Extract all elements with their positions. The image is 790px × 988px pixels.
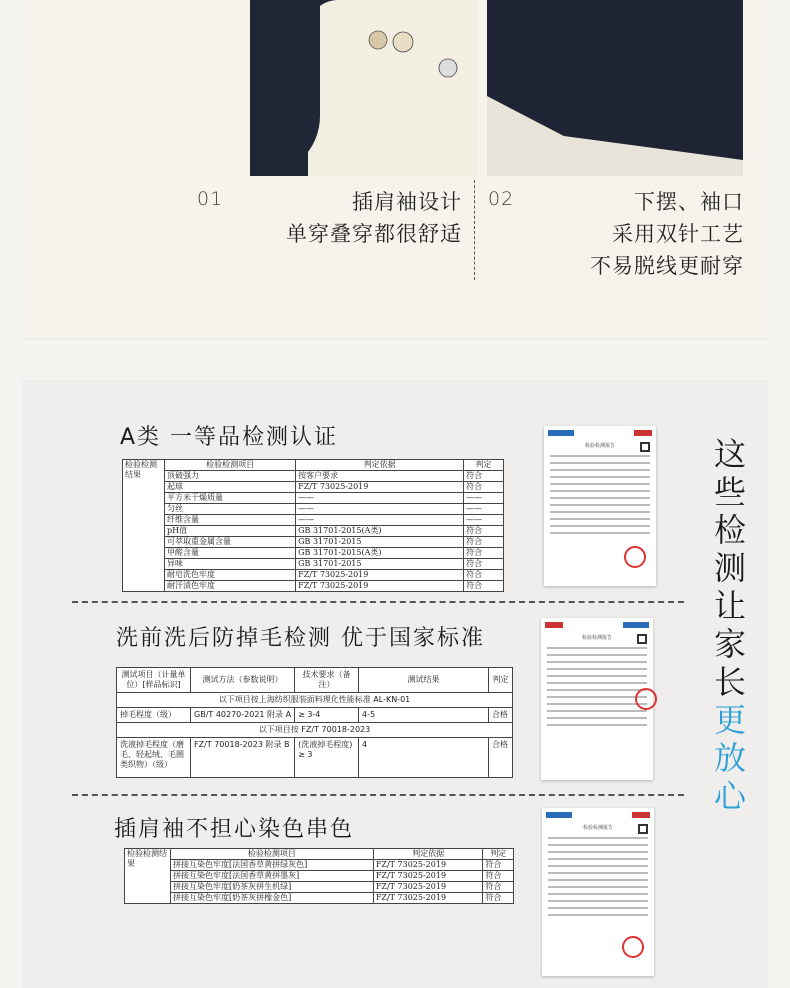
slogan-char-highlight: 放: [713, 739, 746, 777]
cell: GB 31701-2015: [296, 559, 464, 570]
cell: ——: [464, 493, 504, 504]
cell: 顶破强力: [165, 471, 296, 482]
cell: GB 31701-2015(A类): [296, 526, 464, 537]
section-title: 洗前洗后防掉毛检测 优于国家标准: [116, 626, 485, 651]
table-header: 技术要求（备注）: [295, 668, 359, 693]
cell: ——: [296, 493, 464, 504]
cell: 合格: [489, 738, 513, 778]
cell: FZ/T 73025-2019: [296, 482, 464, 493]
slogan-char: 这: [713, 435, 746, 473]
table-row: [123, 504, 504, 515]
cell: 符合: [464, 570, 504, 581]
slogan-char-highlight: 更: [713, 701, 746, 739]
table-row: [123, 570, 504, 581]
report-logo-icon: [545, 622, 563, 628]
cell: 起球: [165, 482, 296, 493]
feature-line: 插肩袖设计: [352, 190, 462, 214]
cell: pH值: [165, 526, 296, 537]
test-report-thumbnail: [542, 808, 654, 976]
cell: 符合: [464, 559, 504, 570]
cell: 异味: [165, 559, 296, 570]
cma-logo-icon: [634, 430, 652, 436]
cell: GB 31701-2015: [296, 537, 464, 548]
slogan-char: 检: [713, 511, 746, 549]
slogan-char: 测: [713, 549, 746, 587]
cell: FZ/T 73025-2019: [373, 860, 483, 871]
cell: 符合: [483, 860, 514, 871]
table-row: [125, 893, 514, 904]
cell: 可萃取重金属含量: [165, 537, 296, 548]
cell: ——: [464, 504, 504, 515]
cell: GB 31701-2015(A类): [296, 548, 464, 559]
cell: 符合: [464, 548, 504, 559]
side-slogan: [712, 435, 748, 815]
table-header: 判定依据: [373, 849, 483, 860]
test-report-thumbnail: [544, 426, 656, 586]
shirt-body: [308, 0, 478, 176]
table-row: [123, 471, 504, 482]
section-divider: [72, 601, 684, 603]
table-row: [125, 860, 514, 871]
report-logo-icon: [546, 812, 572, 818]
cell: 纤维含量: [165, 515, 296, 526]
hem-cuff-photo: [487, 0, 743, 176]
cell: 平方米干燥质量: [165, 493, 296, 504]
cell: 符合: [483, 893, 514, 904]
cell: 拼接互染色牢度[法国香草黄拼墨灰]: [171, 871, 374, 882]
official-stamp-icon: [624, 546, 646, 568]
color-fastness-table: [124, 848, 514, 904]
table-row: [125, 871, 514, 882]
table-row: [123, 482, 504, 493]
table-header: 判定: [464, 460, 504, 471]
section-divider: [72, 794, 684, 796]
cell: FZ/T 73025-2019: [373, 882, 483, 893]
table-label: 检验检测结果: [123, 460, 165, 592]
table-header: 测试方法（参数说明）: [191, 668, 295, 693]
cell: 洗液掉毛程度（磨毛、轻起绒、毛圈类织物）（级）: [117, 738, 191, 778]
feature-line: 采用双针工艺: [612, 222, 744, 246]
cell: 掉毛程度（级）: [117, 708, 191, 723]
cell: 甲醛含量: [165, 548, 296, 559]
cell: 4: [359, 738, 489, 778]
table-row: [123, 493, 504, 504]
feature-section: [22, 0, 768, 338]
cell: 符合: [483, 871, 514, 882]
table-note: 以下项目按上海纺织服装面料理化性能标准 AL-KN-01: [117, 693, 513, 708]
feature-number: 01: [197, 188, 224, 210]
table-label: 检验检测结果: [125, 849, 171, 904]
cell: FZ/T 70018-2023 附录 B: [191, 738, 295, 778]
cell: 符合: [483, 882, 514, 893]
cell: ——: [296, 515, 464, 526]
report-title: 检验检测报告: [582, 825, 613, 831]
feature-text: [242, 186, 462, 250]
navy-sleeve: [250, 0, 320, 176]
table-header: 判定: [489, 668, 513, 693]
qr-code-icon: [637, 634, 647, 644]
cell: 耐皂洗色牢度: [165, 570, 296, 581]
cell: 符合: [464, 581, 504, 592]
table-row: [117, 708, 513, 723]
feature-line: 单穿叠穿都很舒适: [286, 222, 462, 246]
table-row: [123, 537, 504, 548]
cell: 符合: [464, 471, 504, 482]
cnas-logo-icon: [623, 622, 649, 628]
table-row: [123, 581, 504, 592]
navy-hem: [487, 0, 743, 160]
table-header: 测试结果: [359, 668, 489, 693]
slogan-char: 长: [713, 663, 746, 701]
table-row: [117, 738, 513, 778]
table-header: 判定依据: [296, 460, 464, 471]
test-report-thumbnail: [541, 618, 653, 780]
cell: 耐汗渍色牢度: [165, 581, 296, 592]
feature-text: [522, 186, 744, 282]
cell: 合格: [489, 708, 513, 723]
qr-code-icon: [638, 824, 648, 834]
cell: 拼接互染色牢度[法国香草黄拼绿灰色]: [171, 860, 374, 871]
feature-line: 不易脱线更耐穿: [590, 254, 744, 278]
cell: 拼接互染色牢度[奶茶灰拼生机绿]: [171, 882, 374, 893]
slogan-char: 些: [713, 473, 746, 511]
table-row: [123, 548, 504, 559]
report-title: 检验检测报告: [584, 443, 615, 449]
cell: 4-5: [359, 708, 489, 723]
section-title: 插肩袖不担心染色串色: [114, 817, 355, 842]
slogan-char: 让: [713, 587, 746, 625]
cell: FZ/T 73025-2019: [373, 893, 483, 904]
table-header: 判定: [483, 849, 514, 860]
inspection-table-1: [122, 459, 504, 592]
table-row: [123, 515, 504, 526]
table-header: 检验检测项目: [171, 849, 374, 860]
table-row: [125, 882, 514, 893]
pilling-test-table: [116, 667, 513, 778]
report-logo-icon: [548, 430, 574, 436]
official-stamp-icon: [622, 936, 644, 958]
cell: 符合: [464, 482, 504, 493]
raglan-sleeve-photo: [250, 0, 478, 176]
bird-print-icon: [348, 20, 478, 120]
cell: 按客户要求: [296, 471, 464, 482]
cell: 匀丝: [165, 504, 296, 515]
cell: FZ/T 73025-2019: [296, 570, 464, 581]
cell: (洗液掉毛程度) ≥ 3: [295, 738, 359, 778]
cell: ≥ 3-4: [295, 708, 359, 723]
cell: ——: [464, 515, 504, 526]
table-header: 测试项目（计量单位）[样品标识]: [117, 668, 191, 693]
table-row: [123, 526, 504, 537]
slogan-char-highlight: 心: [713, 777, 746, 815]
cell: GB/T 40270-2021 附录 A: [191, 708, 295, 723]
feature-number: 02: [488, 188, 515, 210]
feature-divider: [474, 180, 475, 280]
cma-logo-icon: [632, 812, 650, 818]
cell: FZ/T 73025-2019: [296, 581, 464, 592]
cell: 拼接互染色牢度[奶茶灰拼橡金色]: [171, 893, 374, 904]
table-row: [123, 559, 504, 570]
qr-code-icon: [640, 442, 650, 452]
cell: ——: [296, 504, 464, 515]
table-header: 检验检测项目: [165, 460, 296, 471]
table-note: 以下项目按 FZ/T 70018-2023: [117, 723, 513, 738]
report-title: 检验检测报告: [581, 635, 612, 641]
official-stamp-icon: [635, 688, 657, 710]
feature-line: 下摆、袖口: [634, 190, 744, 214]
cell: FZ/T 73025-2019: [373, 871, 483, 882]
section-title: A类 一等品检测认证: [120, 425, 339, 450]
cell: 符合: [464, 526, 504, 537]
cell: 符合: [464, 537, 504, 548]
slogan-char: 家: [713, 625, 746, 663]
